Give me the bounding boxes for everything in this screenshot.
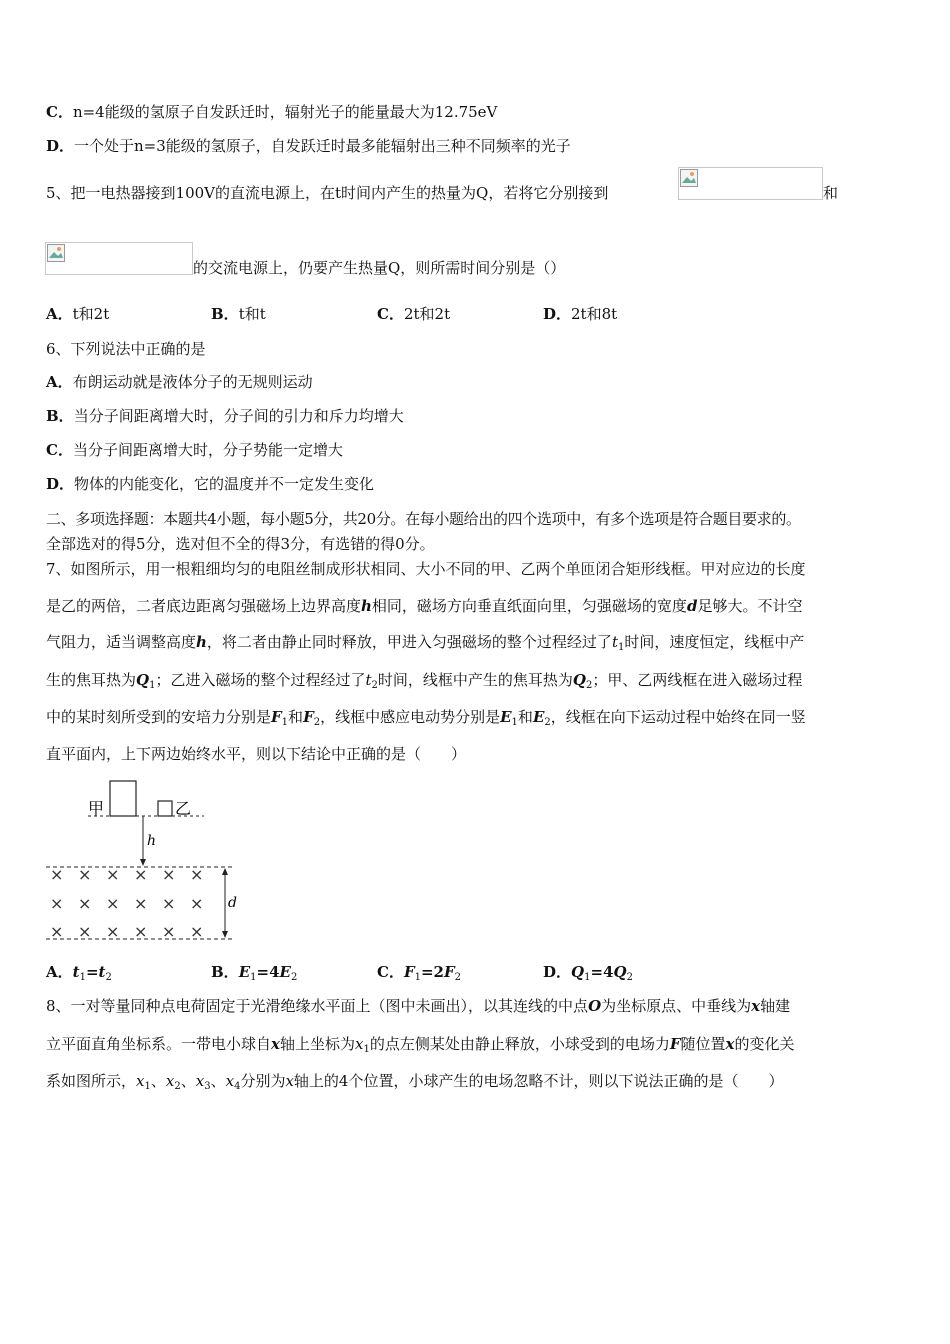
- question-7-line3: [46, 632, 804, 652]
- option-c-line: [46, 102, 497, 122]
- broken-image-1: [678, 167, 823, 200]
- broken-image-2: [45, 242, 193, 275]
- frame-jia: [110, 781, 136, 816]
- sub: 2: [290, 972, 298, 983]
- sub: 4: [234, 1081, 241, 1092]
- option-d-line: [46, 136, 571, 156]
- text: 气阻力，适当调整高度: [46, 633, 197, 651]
- text: ；甲、乙两线框在进入磁场过程: [592, 671, 803, 689]
- question-7-line4: [46, 670, 802, 690]
- text: 时间，速度恒定，线框中产: [624, 633, 805, 651]
- var: x: [271, 1035, 280, 1053]
- sub: 3: [204, 1081, 211, 1092]
- sub: 2: [105, 972, 112, 983]
- sub: 1: [79, 972, 86, 983]
- text: ，线框中感应电动势分别是: [320, 708, 501, 726]
- option-letter: D．: [46, 137, 75, 155]
- option-letter: D．: [543, 963, 572, 981]
- text: 时间，线框中产生的焦耳热为: [377, 671, 573, 689]
- var: x: [195, 1072, 205, 1090]
- sub: 2: [174, 1081, 181, 1092]
- d-arrowhead-top: [222, 868, 228, 875]
- q5-option-c: [377, 304, 450, 324]
- sub: 2: [585, 680, 593, 691]
- text: ，线框在向下运动过程中始终在同一竖: [550, 708, 806, 726]
- sub: 1: [414, 972, 421, 983]
- option-letter: D．: [543, 305, 572, 323]
- var: x: [165, 1072, 175, 1090]
- text: 轴上坐标为: [279, 1035, 355, 1053]
- text: 轴上的4个位置，小球产生的电场忽略不计，则以下说法正确的是（ ）: [293, 1072, 784, 1090]
- q6-option-b: [46, 406, 404, 426]
- text: ，将二者由静止同时释放，甲进入匀强磁场的整个过程经过了: [206, 633, 612, 651]
- text: =4: [590, 963, 614, 981]
- label-d: d: [228, 895, 237, 911]
- text: 、: [150, 1072, 166, 1090]
- sub: 1: [617, 642, 625, 653]
- option-text: 布朗运动就是液体分子的无规则运动: [72, 373, 313, 391]
- sub: 1: [144, 1081, 151, 1092]
- option-text: 一个处于n=3能级的氢原子，自发跃迁时最多能辐射出三种不同频率的光子: [74, 137, 571, 155]
- cross: ×: [106, 865, 120, 884]
- var: F: [669, 1035, 681, 1053]
- question-7-line6: 直平面内，上下两边始终水平，则以下结论中正确的是（ ）: [46, 745, 467, 763]
- cross: ×: [78, 922, 92, 941]
- option-letter: A．: [46, 305, 73, 323]
- question-5-and: 和: [823, 184, 839, 202]
- cross: ×: [78, 865, 92, 884]
- sub: 1: [149, 680, 156, 691]
- var: t: [72, 963, 80, 981]
- option-text: n=4能级的氢原子自发跃迁时，辐射光子的能量最大为12.75eV: [72, 103, 498, 121]
- q5-option-a: [46, 304, 109, 324]
- text: =2: [420, 963, 444, 981]
- text: 分别为: [240, 1072, 286, 1090]
- option-text: 物体的内能变化，它的温度并不一定发生变化: [74, 475, 375, 493]
- var: Q: [613, 963, 627, 981]
- label-jia: 甲: [88, 799, 105, 818]
- option-letter: C．: [377, 963, 404, 981]
- var: x: [725, 1035, 735, 1053]
- sub: 1: [250, 972, 257, 983]
- var: F: [444, 963, 455, 981]
- var: x: [225, 1072, 235, 1090]
- option-letter: C．: [377, 305, 404, 323]
- var: F: [303, 708, 314, 726]
- text: 和: [288, 708, 304, 726]
- cross: ×: [162, 894, 176, 913]
- question-8-line1: [46, 996, 790, 1016]
- label-h: h: [147, 833, 157, 849]
- var: h: [361, 597, 372, 615]
- var: t: [98, 963, 106, 981]
- field-crosses: [50, 865, 203, 941]
- frame-yi: [158, 801, 172, 816]
- text: 的变化关: [734, 1035, 795, 1053]
- question-5-text: 5、把一电热器接到100V的直流电源上，在t时间内产生的热量为Q，若将它分别接到: [46, 184, 609, 202]
- option-text: 当分子间距离增大时，分子势能一定增大: [72, 441, 343, 459]
- q6-option-d: [46, 474, 374, 494]
- text: 为坐标原点、中垂线为: [601, 997, 752, 1015]
- text: 、: [210, 1072, 226, 1090]
- option-letter: B．: [211, 305, 239, 323]
- sub: 2: [626, 972, 633, 983]
- cross: ×: [50, 894, 64, 913]
- option-text: 2t和2t: [403, 305, 451, 323]
- text: 轴建: [760, 997, 791, 1015]
- var: h: [196, 633, 207, 651]
- var: x: [751, 997, 761, 1015]
- option-letter: C．: [46, 103, 73, 121]
- text: =4: [256, 963, 280, 981]
- question-8-line3: [46, 1071, 783, 1091]
- sub: 1: [363, 1044, 370, 1055]
- question-6: 6、下列说法中正确的是: [46, 340, 206, 358]
- text: 生的焦耳热为: [46, 671, 137, 689]
- option-text: 当分子间距离增大时，分子间的引力和斥力均增大: [73, 407, 404, 425]
- text: =: [85, 963, 99, 981]
- text: 8、一对等量同种点电荷固定于光滑绝缘水平面上（图中未画出），以其连线的中点: [46, 997, 589, 1015]
- cross: ×: [50, 865, 64, 884]
- option-letter: A．: [46, 963, 73, 981]
- sub: 2: [454, 972, 462, 983]
- option-text: 2t和8t: [571, 305, 618, 323]
- question-8-line2: [46, 1034, 794, 1054]
- sub: 1: [511, 717, 518, 728]
- text: 立平面直角坐标系。一带电小球自: [46, 1035, 272, 1053]
- question-7-line1: 7、如图所示，用一根粗细均匀的电阻丝制成形状相同、大小不同的甲、乙两个单匝闭合矩形线框。甲对应边的长度: [46, 560, 806, 578]
- cross: ×: [134, 894, 148, 913]
- cross: ×: [162, 865, 176, 884]
- label-yi: 乙: [175, 799, 192, 818]
- var: Q: [572, 671, 586, 689]
- text: 中的某时刻所受到的安培力分别是: [46, 708, 272, 726]
- text: 随位置: [680, 1035, 726, 1053]
- option-text: t和2t: [72, 305, 110, 323]
- var: d: [686, 597, 698, 615]
- q7-option-b: [211, 962, 297, 982]
- text: 相同，磁场方向垂直纸面向里，匀强磁场的宽度: [371, 597, 687, 615]
- var: x: [136, 1072, 145, 1090]
- var: Q: [136, 671, 150, 689]
- q7-option-d: [543, 962, 633, 982]
- cross: ×: [106, 922, 120, 941]
- var: E: [532, 708, 545, 726]
- q5-option-d: [543, 304, 617, 324]
- option-text: t和t: [238, 305, 266, 323]
- cross: ×: [78, 894, 92, 913]
- text: 的点左侧某处由静止释放，小球受到的电场力: [369, 1035, 670, 1053]
- sub: 2: [313, 717, 321, 728]
- q6-option-a: [46, 372, 313, 392]
- var: F: [271, 708, 282, 726]
- broken-image-icon: [47, 244, 65, 262]
- option-letter: D．: [46, 475, 75, 493]
- text: 足够大。不计空: [697, 597, 803, 615]
- question-7-line2: [46, 596, 802, 616]
- text: 和: [517, 708, 533, 726]
- var: t: [611, 633, 618, 651]
- question-7-line5: [46, 707, 806, 727]
- q6-option-c: [46, 440, 343, 460]
- cross: ×: [190, 865, 204, 884]
- broken-image-icon: [680, 169, 698, 187]
- sub: 1: [281, 717, 289, 728]
- cross: ×: [134, 922, 148, 941]
- var: E: [238, 963, 251, 981]
- magnetic-field-figure: [44, 775, 244, 945]
- cross: ×: [50, 922, 64, 941]
- question-5-line2: 的交流电源上，仍要产生热量Q，则所需时间分别是（）: [193, 259, 566, 277]
- q7-option-a: [46, 962, 112, 982]
- cross: ×: [162, 922, 176, 941]
- var: O: [588, 997, 602, 1015]
- sub: 2: [544, 717, 551, 728]
- var: t: [365, 671, 372, 689]
- cross: ×: [106, 894, 120, 913]
- option-letter: B．: [211, 963, 239, 981]
- cross: ×: [190, 922, 204, 941]
- var: F: [403, 963, 415, 981]
- var: E: [279, 963, 291, 981]
- q7-option-c: [377, 962, 461, 982]
- text: 系如图所示，: [46, 1072, 137, 1090]
- sub: 1: [584, 972, 591, 983]
- cross: ×: [134, 865, 148, 884]
- text: ；乙进入磁场的整个过程经过了: [155, 671, 366, 689]
- var: x: [354, 1035, 364, 1053]
- option-letter: A．: [46, 373, 73, 391]
- cross: ×: [190, 894, 204, 913]
- var: x: [285, 1072, 294, 1090]
- section-2-note: 全部选对的得5分，选对但不全的得3分，有选错的得0分。: [46, 535, 435, 553]
- var: Q: [571, 963, 585, 981]
- text: 、: [180, 1072, 196, 1090]
- var: E: [500, 708, 512, 726]
- option-letter: B．: [46, 407, 74, 425]
- d-arrowhead-bottom: [222, 931, 228, 938]
- question-5-line1: [46, 183, 608, 203]
- text: 是乙的两倍，二者底边距离匀强磁场上边界高度: [46, 597, 362, 615]
- sub: 2: [371, 680, 378, 691]
- option-letter: C．: [46, 441, 73, 459]
- section-2-heading: 二、多项选择题：本题共4小题，每小题5分，共20分。在每小题给出的四个选项中，有多个选项是符合题目要求的。: [46, 510, 801, 528]
- q5-option-b: [211, 304, 266, 324]
